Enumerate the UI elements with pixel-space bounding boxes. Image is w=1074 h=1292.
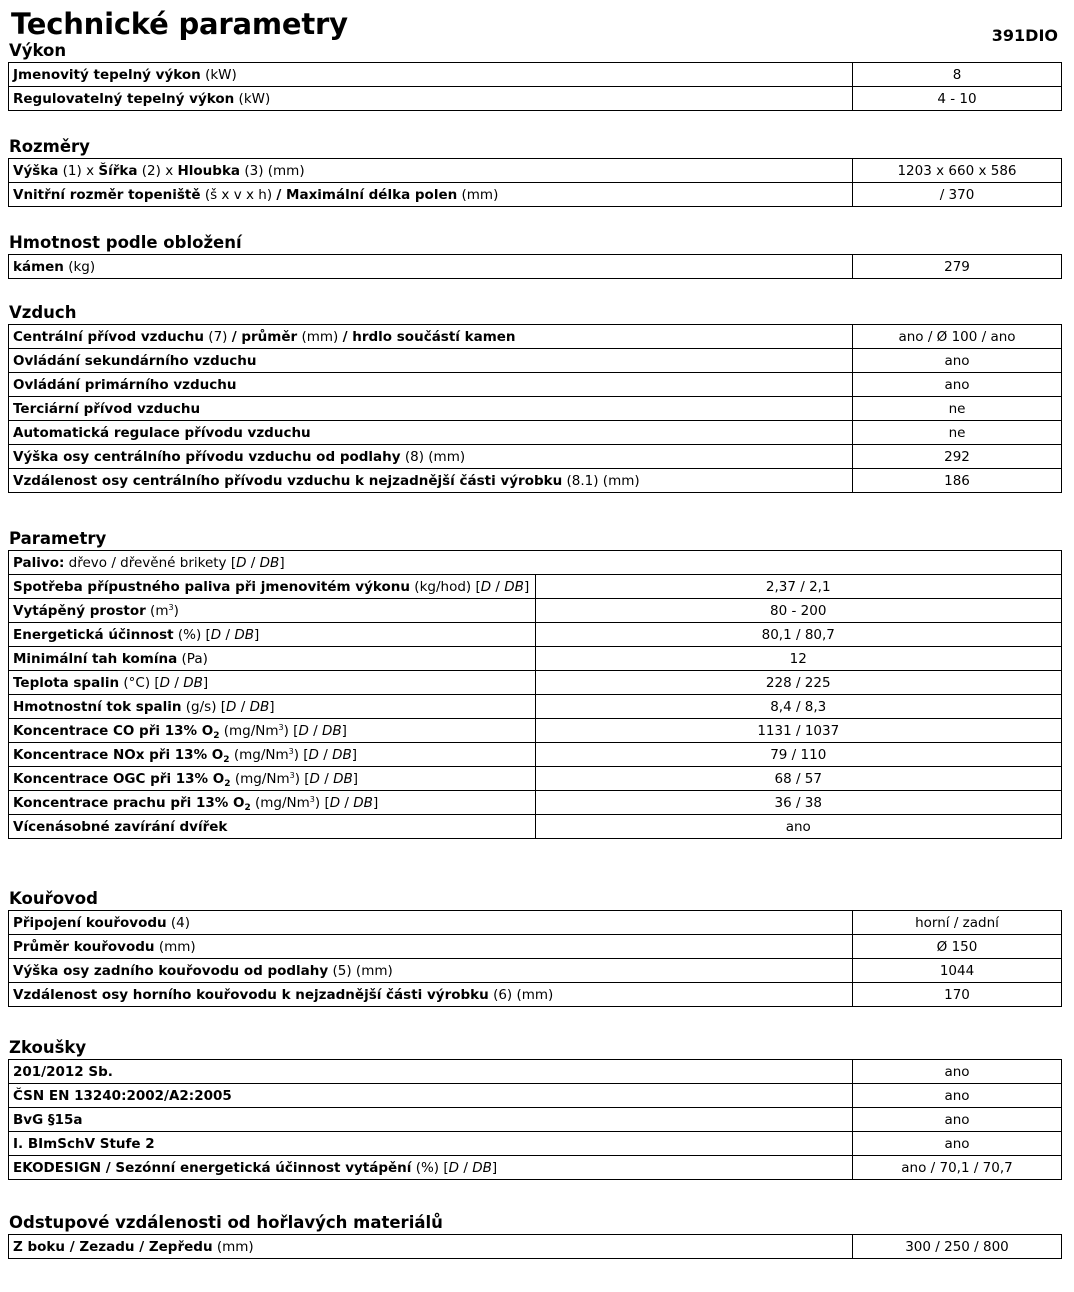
param-label xyxy=(9,791,536,815)
label-part: DB xyxy=(504,578,524,595)
param-value: 80,1 / 80,7 xyxy=(535,623,1062,647)
param-value: 4 - 10 xyxy=(853,87,1062,111)
label-part: 3 xyxy=(309,794,315,804)
label-part: DB xyxy=(333,770,353,787)
label-part: / xyxy=(246,554,260,571)
label-part: / xyxy=(236,698,250,715)
label-part: 3 xyxy=(289,770,295,780)
section-vzduch xyxy=(8,302,1062,493)
param-label xyxy=(9,551,1062,575)
param-value: ne xyxy=(853,397,1062,421)
label-part: Vnitřní rozměr topeniště xyxy=(13,186,201,203)
label-part: ) [ xyxy=(294,770,310,787)
label-part: Vzdálenost osy horního kouřovodu k nejzadnější části výrobku xyxy=(13,986,489,1003)
param-label xyxy=(9,445,853,469)
label-part: (m xyxy=(145,602,169,619)
param-value: 279 xyxy=(853,255,1062,279)
table-row xyxy=(9,623,1062,647)
param-label xyxy=(9,575,536,599)
param-value: / 370 xyxy=(853,183,1062,207)
param-value: 8 xyxy=(853,63,1062,87)
label-part: DB xyxy=(472,1159,492,1176)
label-part: (mm) xyxy=(154,938,196,955)
label-part: Z boku / Zezadu / Zepředu xyxy=(13,1238,213,1255)
param-value: 1203 x 660 x 586 xyxy=(853,159,1062,183)
section-title: Hmotnost podle obložení xyxy=(9,233,242,252)
label-part: Vícenásobné zavírání dvířek xyxy=(13,818,228,835)
param-label xyxy=(9,87,853,111)
label-part: ] xyxy=(269,698,275,715)
table-row xyxy=(9,959,1062,983)
param-label xyxy=(9,671,536,695)
label-part: D xyxy=(308,746,319,763)
label-part: ) [ xyxy=(293,746,309,763)
spec-table xyxy=(8,1059,1062,1180)
section-vykon xyxy=(8,40,1062,111)
label-part: (kW) xyxy=(234,90,271,107)
label-part: D xyxy=(159,674,171,691)
param-label xyxy=(9,1060,853,1084)
table-row xyxy=(9,911,1062,935)
label-part: Vzdálenost osy centrálního přívodu vzduchu k nejzadnější části výrobku xyxy=(13,472,563,489)
param-label xyxy=(9,695,536,719)
table-row xyxy=(9,695,1062,719)
param-value: 1044 xyxy=(853,959,1062,983)
label-part: Minimální tah komína xyxy=(13,650,178,667)
label-part: / průměr xyxy=(231,328,298,345)
spec-table xyxy=(8,158,1062,207)
param-value: 300 / 250 / 800 xyxy=(853,1235,1062,1259)
param-label xyxy=(9,743,536,767)
param-label xyxy=(9,349,853,373)
label-part: D xyxy=(210,626,222,643)
label-part: (1) x xyxy=(58,162,99,179)
label-part: (mm) xyxy=(457,186,499,203)
label-part: D xyxy=(309,770,320,787)
label-part: (mm) xyxy=(297,328,343,345)
param-label xyxy=(9,815,536,839)
label-part: (%) [ xyxy=(411,1159,449,1176)
label-part: D xyxy=(298,722,309,739)
label-part: / xyxy=(319,770,334,787)
param-value: 36 / 38 xyxy=(535,791,1062,815)
section-title: Rozměry xyxy=(9,137,90,156)
label-part: EKODESIGN / Sezónní energetická účinnost vytápění xyxy=(13,1159,412,1176)
param-label xyxy=(9,183,853,207)
section-title: Výkon xyxy=(9,41,67,60)
param-value: 80 - 200 xyxy=(535,599,1062,623)
param-label xyxy=(9,373,853,397)
label-part: D xyxy=(329,794,341,811)
section-hmotnost-podle-oblozeni xyxy=(8,232,1062,279)
label-part: Hmotnostní tok spalin xyxy=(13,698,182,715)
label-part: Spotřeba přípustného paliva při jmenovitém výkonu xyxy=(13,578,411,595)
label-part: Koncentrace NOx při 13% O xyxy=(13,746,224,763)
label-part: / xyxy=(170,674,184,691)
param-value: ano / 70,1 / 70,7 xyxy=(853,1156,1062,1180)
table-row xyxy=(9,445,1062,469)
table-row xyxy=(9,1156,1062,1180)
param-value: 79 / 110 xyxy=(535,743,1062,767)
label-part: D xyxy=(448,1159,460,1176)
label-part: dřevo / dřevěné brikety [ xyxy=(64,554,237,571)
spec-table xyxy=(8,62,1062,111)
label-part: (mg/Nm xyxy=(219,722,279,739)
param-value: 12 xyxy=(535,647,1062,671)
label-part: (5) (mm) xyxy=(328,962,393,979)
label-part: (kg/hod) [ xyxy=(410,578,481,595)
label-part: ] xyxy=(352,770,359,787)
section-title: Zkoušky xyxy=(9,1038,87,1057)
section-rozmery xyxy=(8,136,1062,207)
label-part: Ovládání sekundárního vzduchu xyxy=(13,352,257,369)
spec-table xyxy=(8,910,1062,1007)
table-row xyxy=(9,1132,1062,1156)
label-part: ] xyxy=(254,626,260,643)
label-part: ] xyxy=(202,674,209,691)
label-part: DB xyxy=(332,746,352,763)
table-row xyxy=(9,255,1062,279)
section-parametry xyxy=(8,528,1062,839)
label-part: (3) (mm) xyxy=(240,162,305,179)
label-part: Jmenovitý tepelný výkon xyxy=(13,66,201,83)
label-part: DB xyxy=(259,554,280,571)
label-part: (Pa) xyxy=(177,650,208,667)
label-part: 201/2012 Sb. xyxy=(13,1063,113,1080)
label-part: (6) (mm) xyxy=(488,986,554,1003)
label-part: Hloubka xyxy=(177,162,241,179)
label-part: Šířka xyxy=(98,162,138,179)
label-part: ] xyxy=(491,1159,498,1176)
table-row xyxy=(9,1235,1062,1259)
table-row xyxy=(9,87,1062,111)
param-label xyxy=(9,159,853,183)
table-row xyxy=(9,767,1062,791)
param-label xyxy=(9,719,536,743)
label-part: I. BImSchV Stufe 2 xyxy=(13,1135,155,1152)
label-part: ČSN EN 13240:2002/A2:2005 xyxy=(13,1087,232,1104)
param-label xyxy=(9,935,853,959)
label-part: D xyxy=(480,578,492,595)
label-part: (g/s) [ xyxy=(181,698,227,715)
label-part: Regulovatelný tepelný výkon xyxy=(13,90,235,107)
label-part: / xyxy=(491,578,505,595)
label-part: ] xyxy=(523,578,530,595)
param-label xyxy=(9,1235,853,1259)
table-row xyxy=(9,935,1062,959)
table-row xyxy=(9,671,1062,695)
label-part: (mg/Nm xyxy=(229,746,289,763)
table-row xyxy=(9,647,1062,671)
label-part: D xyxy=(226,698,237,715)
label-part: ] xyxy=(351,746,358,763)
section-odstupove-vzdalenosti-od-horlavych-materialu xyxy=(8,1212,1062,1259)
model-code: 391DIO xyxy=(991,26,1058,45)
label-part: Koncentrace OGC při 13% O xyxy=(13,770,225,787)
section-title: Vzduch xyxy=(9,303,77,322)
table-row xyxy=(9,983,1062,1007)
param-label xyxy=(9,623,536,647)
section-kourovod xyxy=(8,888,1062,1007)
label-part: ) [ xyxy=(283,722,299,739)
label-part: DB xyxy=(322,722,342,739)
label-part: (2) x xyxy=(137,162,178,179)
param-value: 68 / 57 xyxy=(535,767,1062,791)
param-value: ano xyxy=(853,1060,1062,1084)
param-label xyxy=(9,1132,853,1156)
label-part: ) [ xyxy=(314,794,330,811)
label-part: Centrální přívod vzduchu xyxy=(13,328,205,345)
param-label xyxy=(9,255,853,279)
label-part: Palivo: xyxy=(13,554,65,571)
param-value: 292 xyxy=(853,445,1062,469)
label-part: 3 xyxy=(278,722,284,732)
param-value: 8,4 / 8,3 xyxy=(535,695,1062,719)
label-part: DB xyxy=(234,626,255,643)
table-row xyxy=(9,421,1062,445)
param-value: ano xyxy=(853,1084,1062,1108)
label-part: (°C) [ xyxy=(119,674,160,691)
table-row xyxy=(9,575,1062,599)
param-value: ano xyxy=(853,1108,1062,1132)
label-part: / xyxy=(308,722,322,739)
param-label xyxy=(9,911,853,935)
label-part: DB xyxy=(353,794,373,811)
label-part: (7) xyxy=(204,328,232,345)
table-row xyxy=(9,1060,1062,1084)
label-part: Průměr kouřovodu xyxy=(13,938,155,955)
label-part: / xyxy=(221,626,235,643)
label-part: kámen xyxy=(13,258,64,275)
section-title: Odstupové vzdálenosti od hořlavých materiálů xyxy=(9,1213,443,1232)
label-part: Terciární přívod vzduchu xyxy=(13,400,201,417)
label-part: Vytápěný prostor xyxy=(13,602,146,619)
label-part: Automatická regulace přívodu vzduchu xyxy=(13,424,311,441)
param-label xyxy=(9,959,853,983)
spec-table xyxy=(8,1234,1062,1259)
spec-table xyxy=(8,254,1062,279)
label-part: / Maximální délka polen xyxy=(276,186,458,203)
param-label xyxy=(9,325,853,349)
label-part: 3 xyxy=(288,746,294,756)
page-title: Technické parametry xyxy=(11,7,348,41)
param-value: horní / zadní xyxy=(853,911,1062,935)
label-part: / hrdlo součástí kamen xyxy=(342,328,516,345)
param-label xyxy=(9,983,853,1007)
label-part: (8) (mm) xyxy=(400,448,466,465)
table-row xyxy=(9,63,1062,87)
label-part: (8.1) (mm) xyxy=(562,472,640,489)
label-part: 2 xyxy=(224,778,231,789)
label-part: (%) [ xyxy=(173,626,211,643)
label-part: Připojení kouřovodu xyxy=(13,914,167,931)
label-part: 2 xyxy=(213,730,220,741)
label-part: / xyxy=(318,746,333,763)
param-value: ano xyxy=(853,1132,1062,1156)
table-row xyxy=(9,1108,1062,1132)
param-label xyxy=(9,397,853,421)
label-part: 3 xyxy=(168,602,174,612)
label-part: ] xyxy=(279,554,285,571)
param-label xyxy=(9,1084,853,1108)
label-part: ) xyxy=(173,602,179,619)
label-part: (4) xyxy=(166,914,191,931)
param-label xyxy=(9,63,853,87)
param-label xyxy=(9,767,536,791)
label-part: 2 xyxy=(244,802,251,813)
param-value: 228 / 225 xyxy=(535,671,1062,695)
table-row xyxy=(9,469,1062,493)
label-part: Koncentrace prachu při 13% O xyxy=(13,794,245,811)
label-part: Ovládání primárního vzduchu xyxy=(13,376,237,393)
param-value: 170 xyxy=(853,983,1062,1007)
label-part: 2 xyxy=(223,754,230,765)
label-part: Koncentrace CO při 13% O xyxy=(13,722,214,739)
label-part: D xyxy=(236,554,247,571)
param-value: ano xyxy=(535,815,1062,839)
param-value: 1131 / 1037 xyxy=(535,719,1062,743)
label-part: ] xyxy=(372,794,379,811)
param-value: ano xyxy=(853,373,1062,397)
label-part: Výška osy zadního kouřovodu od podlahy xyxy=(13,962,329,979)
param-value: ano xyxy=(853,349,1062,373)
table-row xyxy=(9,183,1062,207)
label-part: BvG §15a xyxy=(13,1111,83,1128)
label-part: DB xyxy=(249,698,270,715)
param-label xyxy=(9,469,853,493)
param-label xyxy=(9,1156,853,1180)
label-part: (mm) xyxy=(212,1238,254,1255)
param-value: 186 xyxy=(853,469,1062,493)
spec-table xyxy=(8,550,1062,839)
table-row xyxy=(9,791,1062,815)
param-value: ne xyxy=(853,421,1062,445)
table-row xyxy=(9,349,1062,373)
param-label xyxy=(9,421,853,445)
label-part: ] xyxy=(341,722,347,739)
label-part: (kW) xyxy=(200,66,237,83)
param-label xyxy=(9,1108,853,1132)
label-part: Energetická účinnost xyxy=(13,626,174,643)
section-title: Parametry xyxy=(9,529,107,548)
label-part: Výška xyxy=(13,162,59,179)
table-row xyxy=(9,743,1062,767)
label-part: (mg/Nm xyxy=(230,770,290,787)
table-row xyxy=(9,159,1062,183)
param-value: 2,37 / 2,1 xyxy=(535,575,1062,599)
table-row xyxy=(9,551,1062,575)
table-row xyxy=(9,373,1062,397)
param-value: ano / Ø 100 / ano xyxy=(853,325,1062,349)
label-part: (š x v x h) xyxy=(200,186,277,203)
table-row xyxy=(9,397,1062,421)
table-row xyxy=(9,815,1062,839)
param-label xyxy=(9,599,536,623)
label-part: Teplota spalin xyxy=(13,674,120,691)
table-row xyxy=(9,325,1062,349)
section-title: Kouřovod xyxy=(9,889,98,908)
label-part: (kg) xyxy=(63,258,96,275)
param-label xyxy=(9,647,536,671)
table-row xyxy=(9,1084,1062,1108)
table-row xyxy=(9,599,1062,623)
label-part: Výška osy centrálního přívodu vzduchu od podlahy xyxy=(13,448,401,465)
section-zkousky xyxy=(8,1037,1062,1180)
label-part: / xyxy=(340,794,354,811)
label-part: DB xyxy=(183,674,203,691)
table-row xyxy=(9,719,1062,743)
param-value: Ø 150 xyxy=(853,935,1062,959)
label-part: (mg/Nm xyxy=(250,794,310,811)
label-part: / xyxy=(459,1159,473,1176)
spec-table xyxy=(8,324,1062,493)
